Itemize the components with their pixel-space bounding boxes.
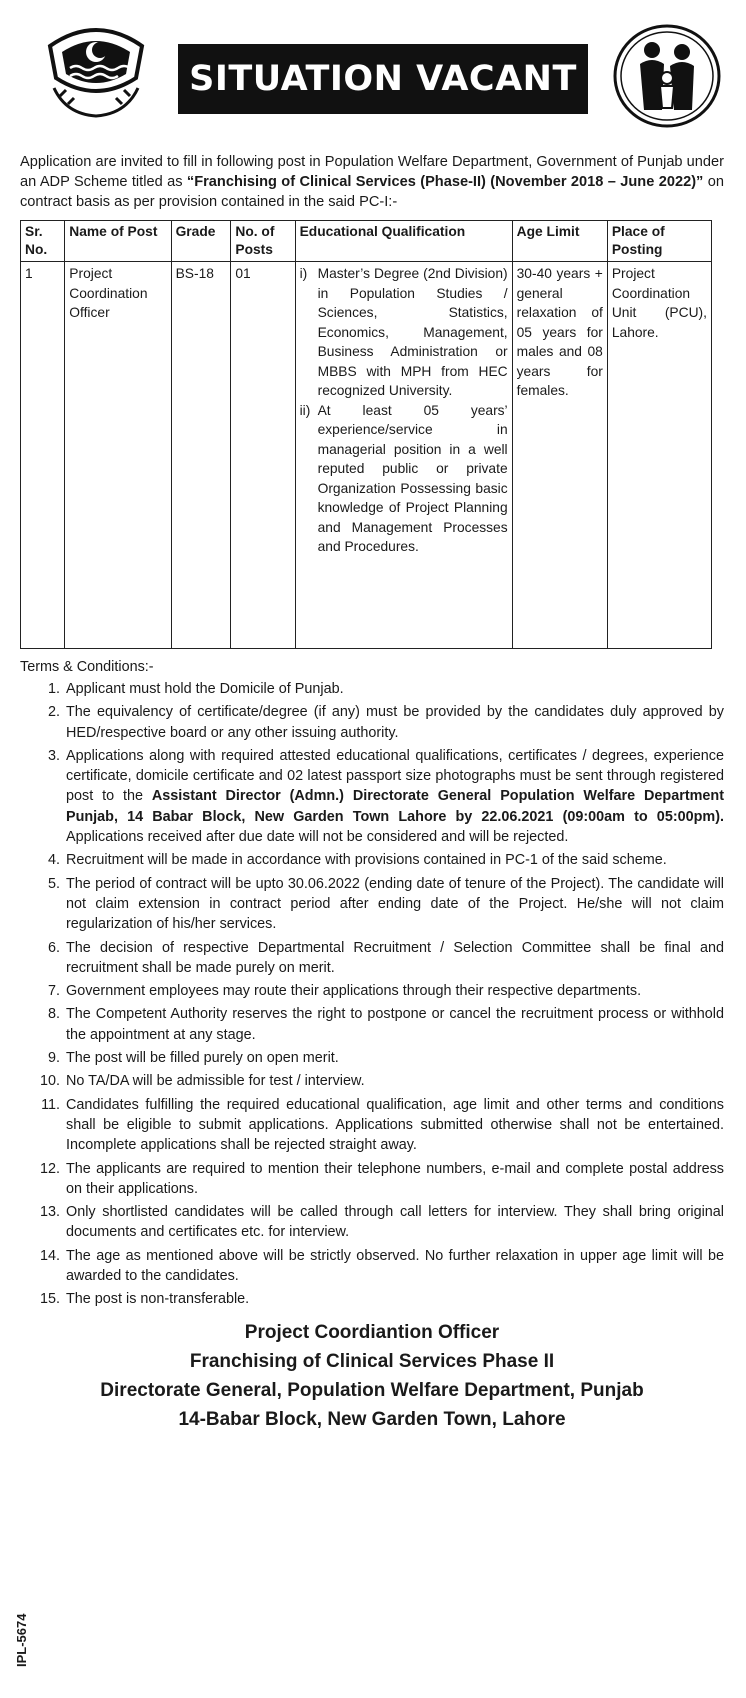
qualification-list — [300, 264, 508, 557]
list-item: 8. The Competent Authority reserves the right to postpone or cancel the recruitment process or withhold the appointment at any stage. — [47, 1006, 724, 1043]
cell-name-of-post: Project Coordination Officer — [65, 262, 171, 649]
footer-designation: Project Coordiantion Officer — [244, 1321, 500, 1343]
list-item: 4. Recruitment will be made in accordance with provisions contained in PC-1 of the said scheme. — [47, 852, 667, 869]
cell-age-limit: 30-40 years + general relaxation of 05 years for males and 08 years for females. — [512, 262, 607, 649]
list-item: 7. Government employees may route their applications through their respective departments. — [47, 983, 642, 1000]
list-item: 6. The decision of respective Departmental Recruitment / Selection Committee shall be final and recruitment shall be made purely on merit. — [47, 939, 724, 976]
header-sr-no: Sr. No. — [21, 221, 65, 262]
terms-heading: Terms & Conditions:- — [20, 659, 154, 675]
list-item: 12. The applicants are required to mention their telephone numbers, e-mail and complete postal address on their applications. — [39, 1160, 724, 1197]
list-item: 5. The period of contract will be upto 30.06.2022 (ending date of tenure of the Project). The candidate will not claim extension in contract period after ending date of the Project. He/she will not claim regularization of his/her services. — [47, 875, 724, 933]
terms-list — [20, 679, 724, 1310]
cell-no-of-posts: 01 — [231, 262, 295, 649]
list-item: 1. Applicant must hold the Domicile of Punjab. — [47, 681, 344, 697]
cell-qualification — [295, 262, 512, 649]
header-grade: Grade — [171, 221, 231, 262]
header — [20, 0, 724, 130]
intro-text-1: Application are invited to fill in following post in Population Welfare Department, Government of Punjab under an ADP Scheme titled as — [20, 154, 724, 190]
list-item: 13. Only shortlisted candidates will be called through call letters for interview. They shall bring original documents and certificates etc. for interview. — [39, 1204, 724, 1241]
list-item: 11. Candidates fulfilling the required educational qualification, age limit and other terms and conditions shall be eligible to submit applications. Applications submitted otherwise shall not be entertained. Incomplete applications shall be rejected straight away. — [41, 1096, 724, 1154]
list-item: 3. Applications along with required attested educational qualifications, certificates / degrees, experience certificate, domicile certificate and 02 latest passport size photographs must be sent through registered post to the Assistant Director (Admn.) Directorate General Population Welfare Department Punjab, 14 Babar Block, New Garden Town Lahore by 22.06.2021 (09:00am to 05:00pm). Applications received after due date will not be considered and will be rejected. — [47, 747, 724, 846]
intro-paragraph — [20, 152, 724, 212]
page-title: SITUATION VACANT — [178, 44, 588, 114]
header-place-of-posting: Place of Posting — [607, 221, 711, 262]
cell-grade: BS-18 — [171, 262, 231, 649]
population-welfare-logo — [612, 24, 722, 128]
list-item: 15. The post is non-transferable. — [39, 1291, 250, 1308]
footer-department: Directorate General, Population Welfare Department, Punjab — [100, 1379, 644, 1401]
cell-sr-no: 1 — [21, 262, 65, 649]
table-row — [21, 262, 712, 649]
signature-block — [20, 1318, 724, 1434]
table-header-row — [21, 221, 712, 262]
header-age-limit: Age Limit — [512, 221, 607, 262]
cell-place-of-posting: Project Coordination Unit (PCU), Lahore. — [607, 262, 711, 649]
qualification-item: i) Master’s Degree (2nd Division) in Population Studies / Sciences, Statistics, Economics, Management, Business Administration or MBBS with MPH from HEC recognized University. — [299, 266, 508, 398]
header-no-of-posts: No. of Posts — [231, 221, 295, 262]
footer-address: 14-Babar Block, New Garden Town, Lahore — [178, 1408, 566, 1430]
scheme-title: “Franchising of Clinical Services (Phase-II) (November 2018 – June 2022)” — [186, 174, 704, 190]
posts-table — [20, 220, 712, 649]
header-qualification: Educational Qualification — [295, 221, 512, 262]
qualification-item: ii) At least 05 years’ experience/service in managerial position in a well reputed public or private Organization Possessing basic knowledge of Project Planning and Management Processes and Procedures. — [299, 402, 508, 554]
list-item: 2. The equivalency of certificate/degree (if any) must be provided by the candidates duly approved by HED/respective board or any other issuing authority. — [47, 704, 724, 741]
list-item: 10. No TA/DA will be admissible for test / interview. — [39, 1073, 365, 1090]
footer-scheme: Franchising of Clinical Services Phase II — [189, 1350, 555, 1372]
ipl-code: IPL-5674 — [14, 1613, 29, 1667]
intro-text-2: on contract basis as per provision contained in the said PC-I:- — [20, 174, 724, 210]
punjab-government-logo — [40, 18, 152, 118]
list-item: 9. The post will be filled purely on open merit. — [47, 1050, 339, 1067]
header-name-of-post: Name of Post — [65, 221, 171, 262]
list-item: 14. The age as mentioned above will be strictly observed. No further relaxation in upper age limit will be awarded to the candidates. — [39, 1247, 724, 1285]
